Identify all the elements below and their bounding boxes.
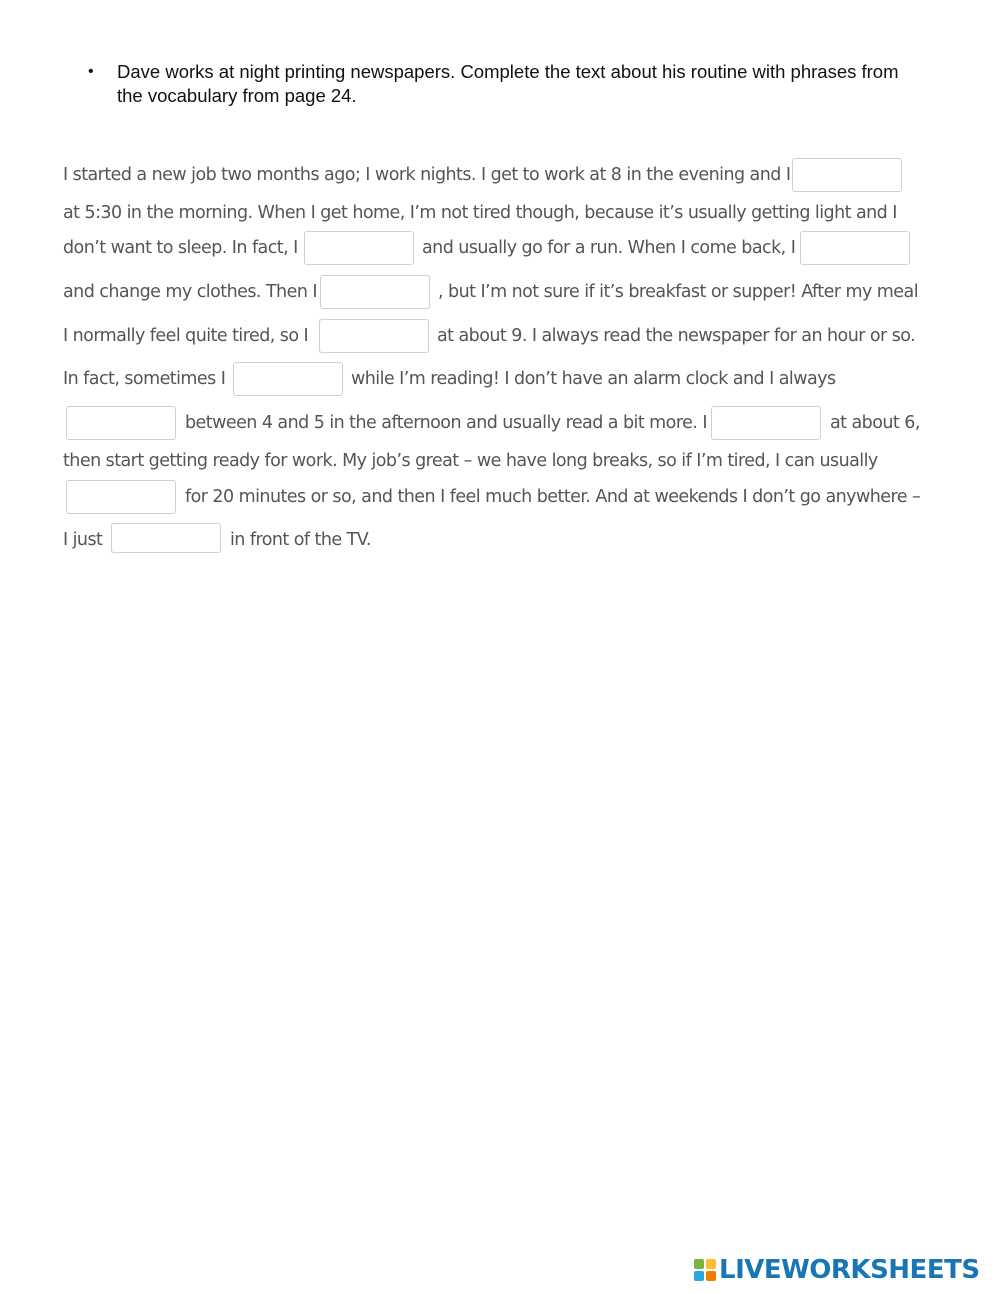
answer-field-7[interactable]: [66, 406, 176, 440]
answer-field-6[interactable]: [233, 362, 343, 396]
answer-field-3[interactable]: [800, 231, 910, 265]
text-line-3a: don’t want to sleep. In fact, I: [63, 238, 298, 258]
bullet: •: [88, 63, 94, 80]
text-line-3b: and usually go for a run. When I come back, I: [422, 238, 796, 258]
text-line-9: for 20 minutes or so, and then I feel much better. And at weekends I don’t go anywhere –: [185, 487, 921, 507]
text-line-4a: and change my clothes. Then I: [63, 282, 317, 302]
text-line-7b: at about 6,: [830, 413, 920, 433]
answer-field-1[interactable]: [792, 158, 902, 192]
text-line-2: at 5:30 in the morning. When I get home, I’m not tired though, because it’s usually getting light and I: [63, 203, 897, 223]
text-line-7a: between 4 and 5 in the afternoon and usually read a bit more. I: [185, 413, 707, 433]
answer-field-8[interactable]: [711, 406, 821, 440]
logo-text: LIVEWORKSHEETS: [719, 1255, 980, 1285]
text-line-10a: I just: [63, 530, 103, 550]
answer-field-10[interactable]: [111, 523, 221, 553]
text-line-4b: , but I’m not sure if it’s breakfast or supper! After my meal: [438, 282, 919, 302]
text-line-5b: at about 9. I always read the newspaper for an hour or so.: [437, 326, 916, 346]
answer-field-4[interactable]: [320, 275, 430, 309]
text-line-1: I started a new job two months ago; I work nights. I get to work at 8 in the evening and I: [63, 165, 791, 185]
answer-field-5[interactable]: [319, 319, 429, 353]
text-line-6a: In fact, sometimes I: [63, 369, 226, 389]
text-line-6b: while I’m reading! I don’t have an alarm clock and I always: [351, 369, 836, 389]
answer-field-9[interactable]: [66, 480, 176, 514]
answer-field-2[interactable]: [304, 231, 414, 265]
text-line-5a: I normally feel quite tired, so I: [63, 326, 309, 346]
liveworksheets-logo: [694, 1256, 980, 1284]
text-line-10b: in front of the TV.: [230, 530, 371, 550]
instruction-text: Dave works at night printing newspapers. Complete the text about his routine with phrases from the vocabulary from page 24.: [117, 61, 899, 106]
liveworksheets-mark-icon: [694, 1259, 716, 1281]
text-line-8: then start getting ready for work. My job’s great – we have long breaks, so if I’m tired, I can usually: [63, 451, 878, 471]
